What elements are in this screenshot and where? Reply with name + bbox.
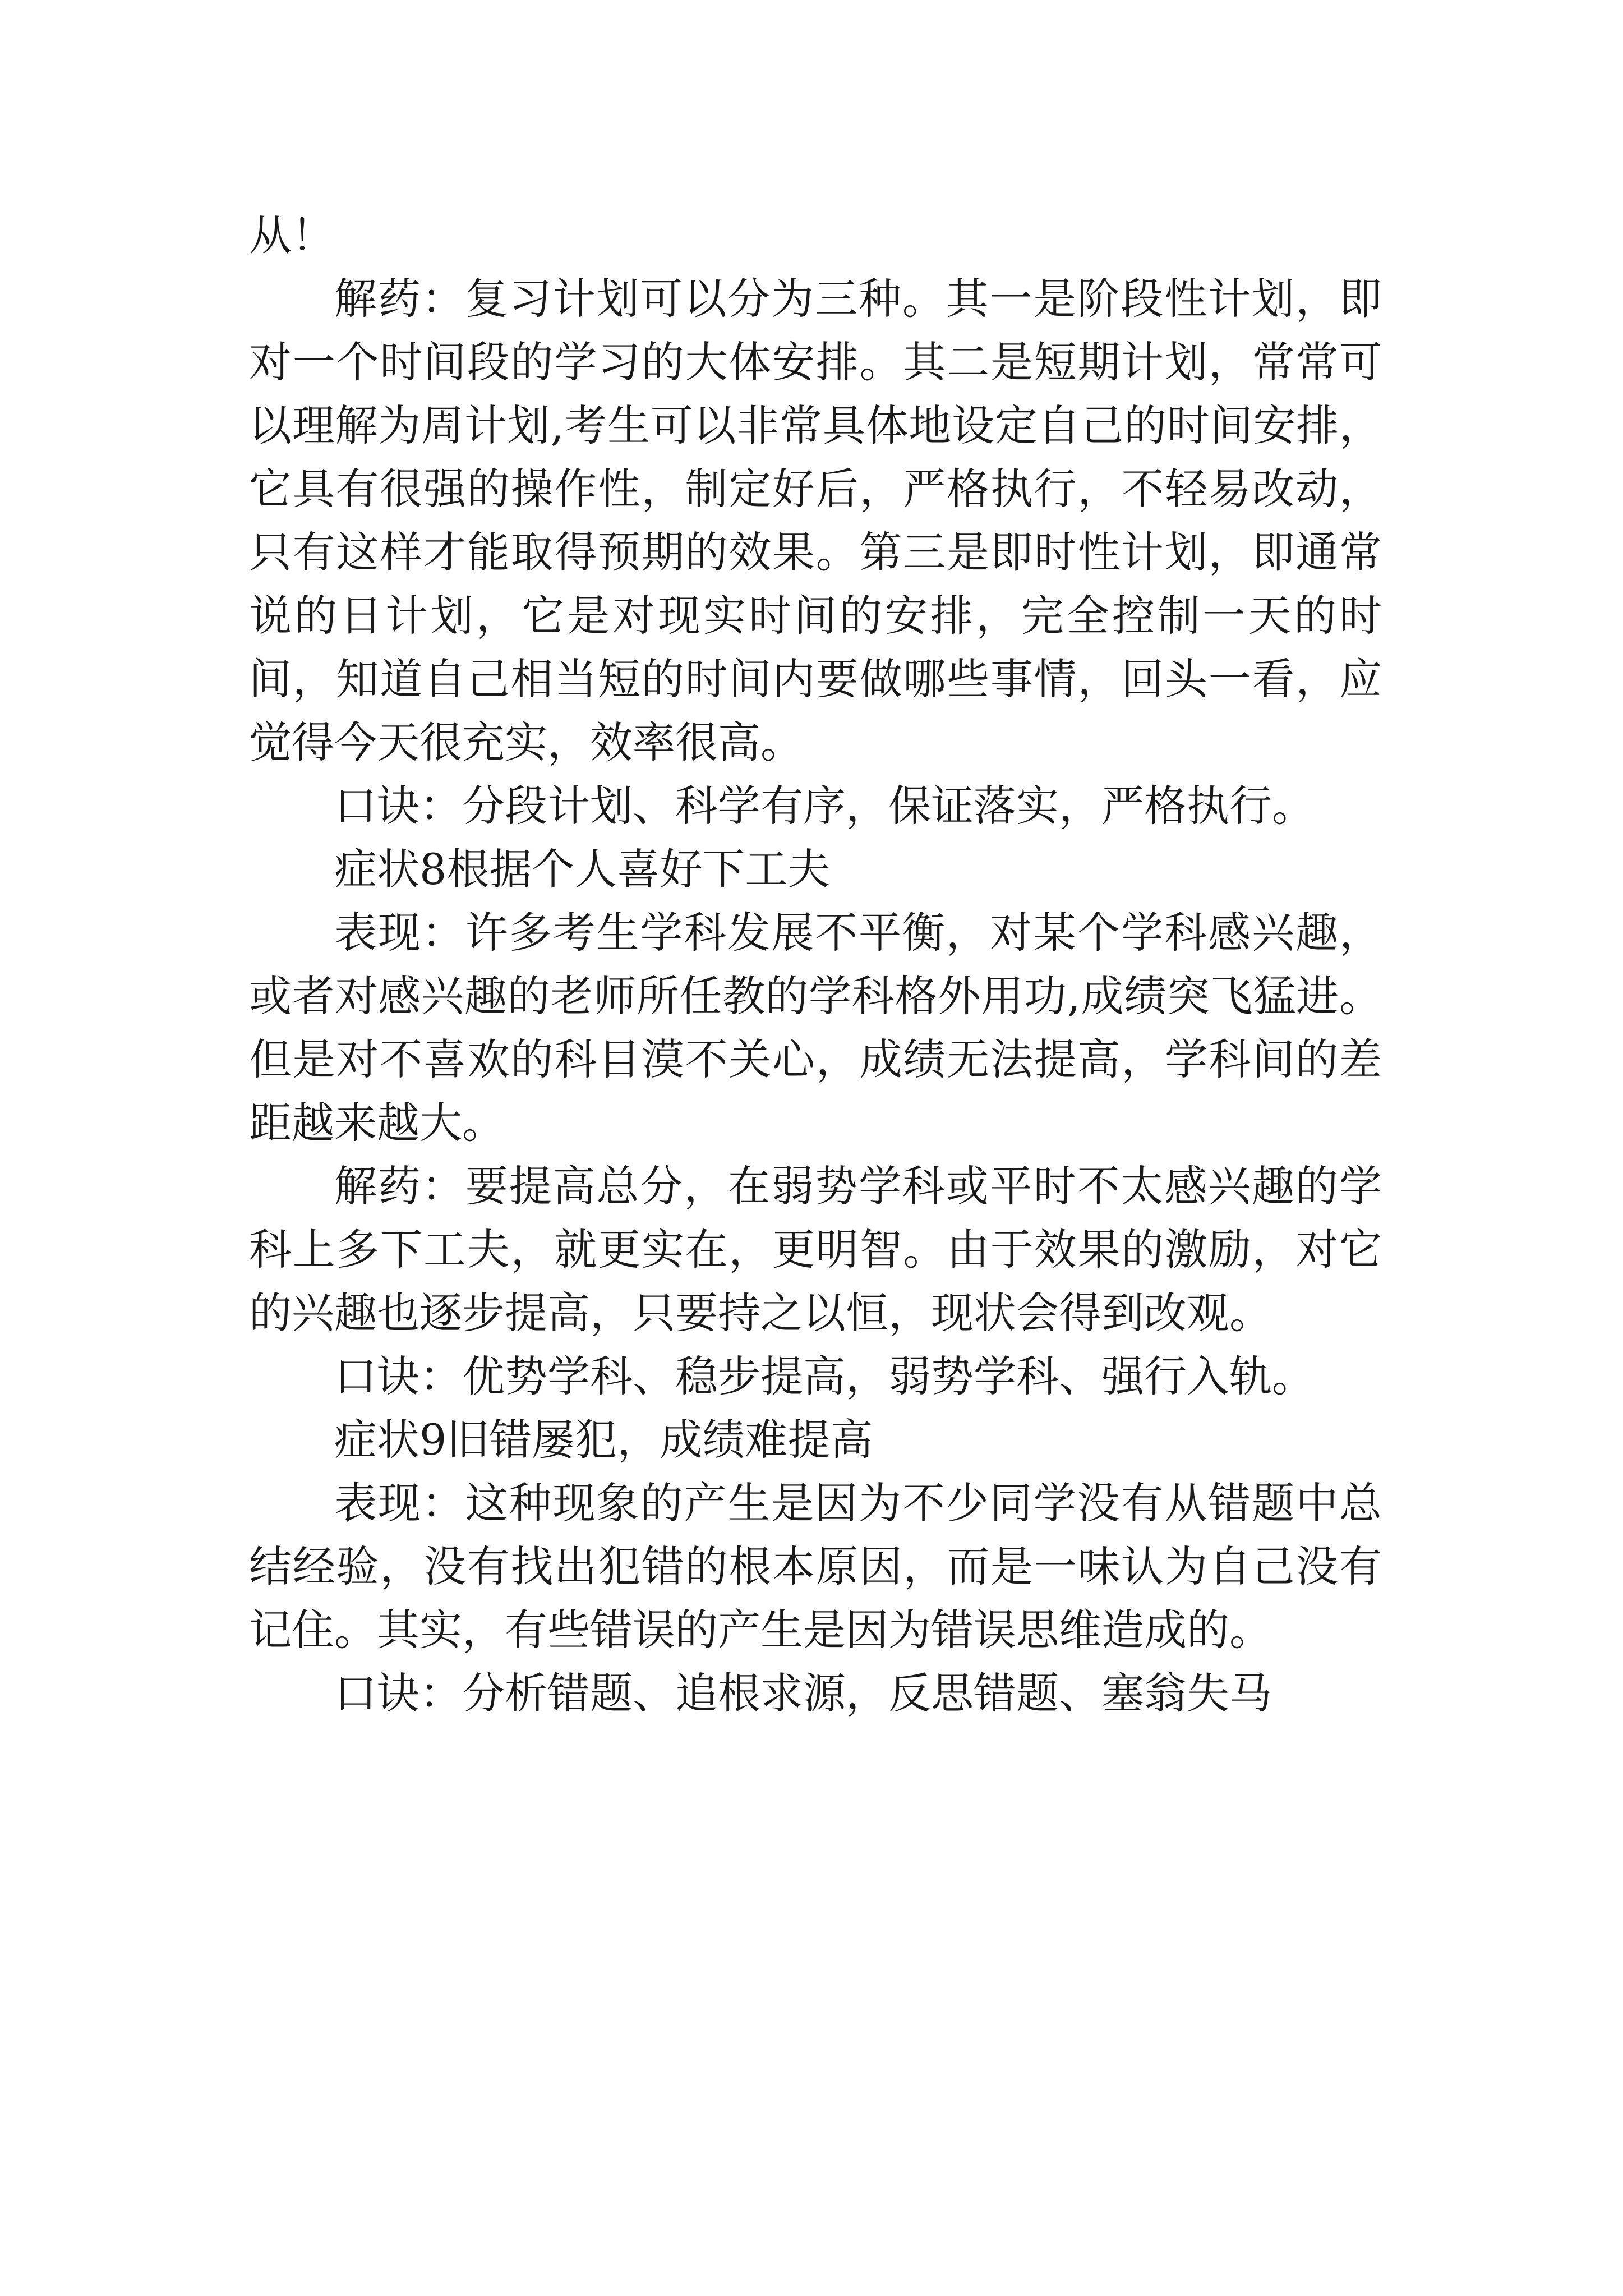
paragraph-symptom-9-manifestation: 表现：这种现象的产生是因为不少同学没有从错题中总结经验，没有找出犯错的根本原因，而是一味认为自己没有记住。其实，有些错误的产生是因为错误思维造成的。 — [249, 1478, 1382, 1655]
paragraph-symptom-9-mnemonic: 口诀：分析错题、追根求源，反思错题、塞翁失马 — [334, 1668, 1272, 1718]
paragraph-continuation: 从！ — [249, 210, 334, 260]
paragraph-symptom-9-heading: 症状9旧错屡犯，成绩难提高 — [334, 1415, 873, 1465]
document-body — [249, 204, 1382, 1725]
paragraph-symptom-8-manifestation: 表现：许多考生学科发展不平衡，对某个学科感兴趣，或者对感兴趣的老师所任教的学科格外用功,成绩突飞猛进。但是对不喜欢的科目漠不关心，成绩无法提高，学科间的差距越来越大。 — [249, 908, 1382, 1148]
paragraph-symptom-8-remedy: 解药：要提高总分，在弱势学科或平时不太感兴趣的学科上多下工夫，就更实在，更明智。由于效果的激励，对它的兴趣也逐步提高，只要持之以恒，现状会得到改观。 — [249, 1161, 1382, 1338]
paragraph-remedy-review-plan: 解药：复习计划可以分为三种。其一是阶段性计划，即对一个时间段的学习的大体安排。其二是短期计划，常常可以理解为周计划,考生可以非常具体地设定自己的时间安排，它具有很强的操作性，制定好后，严格执行，不轻易改动，只有这样才能取得预期的效果。第三是即时性计划，即通常说的日计划，它是对现实时间的安排，完全控制一天的时间，知道自己相当短的时间内要做哪些事情，回头一看，应觉得今天很充实，效率很高。 — [249, 274, 1382, 767]
paragraph-symptom-8-mnemonic: 口诀：优势学科、稳步提高，弱势学科、强行入轨。 — [334, 1351, 1315, 1401]
paragraph-symptom-8-heading: 症状8根据个人喜好下工夫 — [334, 844, 831, 894]
paragraph-mnemonic-plan: 口诀：分段计划、科学有序，保证落实，严格执行。 — [334, 781, 1315, 831]
